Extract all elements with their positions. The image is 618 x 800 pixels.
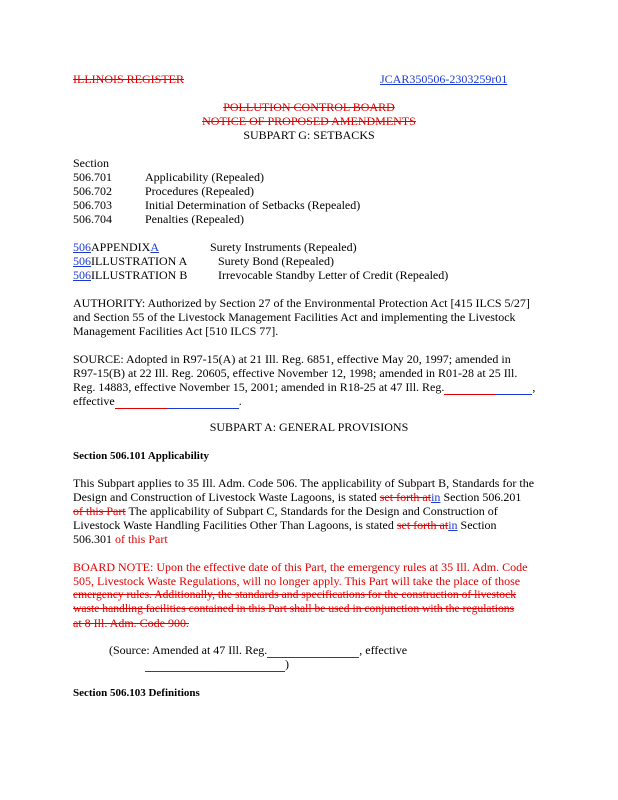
red-blank <box>145 657 213 672</box>
register-header: ILLINOIS REGISTER <box>73 72 184 86</box>
section-101-text: This Subpart applies to 35 Ill. Adm. Code 506. The applicability of Subpart B, Standards for the <box>73 476 535 490</box>
toc-row <box>73 170 112 184</box>
subpart-a-title: SUBPART A: GENERAL PROVISIONS <box>209 420 409 434</box>
appendix-prefix[interactable]: 506 <box>73 254 91 268</box>
subpart-g-title: SUBPART G: SETBACKS <box>243 128 375 142</box>
deleted-text: set forth at <box>396 518 449 532</box>
illustration-b-title: Irrevocable Standby Letter of Credit (Repealed) <box>218 268 449 282</box>
red-blank <box>115 394 167 409</box>
section-101-text: of this Part The applicability of Subpart C, Standards for the Design and Construction of <box>73 504 498 518</box>
source-note: ) <box>145 657 289 672</box>
source-line: R97-15(B) at 22 Ill. Reg. 20605, effective November 12, 1998; amended in R01-28 at 25 Ill. <box>73 366 518 380</box>
illustration-b-label: 506ILLUSTRATION B <box>73 268 188 282</box>
toc-section-number: 506.702 <box>73 184 112 198</box>
illustration-a-label: 506ILLUSTRATION A <box>73 254 188 268</box>
board-note-line: BOARD NOTE: Upon the effective date of this Part, the emergency rules at 35 Ill. Adm. Code <box>73 560 528 574</box>
red-blank <box>444 380 496 395</box>
blue-blank <box>323 643 359 658</box>
toc-heading: Section <box>73 156 109 170</box>
authority-line: and Section 55 of the Livestock Management Facilities Act and implementing the Livestock <box>73 310 516 324</box>
toc-section-number: 506.704 <box>73 212 112 226</box>
section-101-text: Design and Construction of Livestock Waste Lagoons, is stated set forth atin Section 506.201 <box>73 490 522 504</box>
notice-title: NOTICE OF PROPOSED AMENDMENTS <box>202 114 416 128</box>
jcar-code-link[interactable]: JCAR350506-2303259r01 <box>380 72 508 86</box>
toc-section-title: Penalties (Repealed) <box>145 212 244 226</box>
agency-name: POLLUTION CONTROL BOARD <box>223 100 395 114</box>
appendix-prefix[interactable]: 506 <box>73 268 91 282</box>
toc-section-title: Initial Determination of Setbacks (Repealed) <box>145 198 361 212</box>
inserted-text: in <box>448 518 458 532</box>
blue-blank <box>496 380 532 395</box>
blue-blank <box>213 657 285 672</box>
toc-section-title: Procedures (Repealed) <box>145 184 254 198</box>
section-101-text: Livestock Waste Handling Facilities Other Than Lagoons, is stated set forth atin Section <box>73 518 497 532</box>
source-line: SOURCE: Adopted in R97-15(A) at 21 Ill. Reg. 6851, effective May 20, 1997; amended in <box>73 352 511 366</box>
source-line: effective . <box>73 394 242 408</box>
board-note-line: at 8 Ill. Adm. Code 900. <box>73 616 189 630</box>
appendix-a-label: 506APPENDIXA <box>73 240 160 254</box>
deleted-text: of this Part <box>115 532 168 546</box>
deleted-text: of this Part <box>73 504 126 518</box>
source-note: (Source: Amended at 47 Ill. Reg. , effective <box>109 643 408 657</box>
section-101-heading: Section 506.101 Applicability <box>73 450 209 462</box>
illustration-a-title: Surety Bond (Repealed) <box>218 254 334 268</box>
appendix-letter[interactable]: A <box>150 240 160 254</box>
red-blank <box>267 643 323 658</box>
toc-section-title: Applicability (Repealed) <box>145 170 264 184</box>
section-103-heading: Section 506.103 Definitions <box>73 687 200 699</box>
deleted-text: set forth at <box>379 490 432 504</box>
authority-line: AUTHORITY: Authorized by Section 27 of the Environmental Protection Act [415 ILCS 5/27] <box>73 296 530 310</box>
toc-section-number: 506.701 <box>73 170 112 184</box>
source-line: Reg. 14883, effective November 15, 2001; amended in R18-25 at 47 Ill. Reg. , <box>73 380 536 394</box>
appendix-a-title: Surety Instruments (Repealed) <box>210 240 357 254</box>
board-note-line: waste handling facilities contained in this Part shall be used in conjunction with the regulations <box>73 602 515 615</box>
appendix-prefix[interactable]: 506 <box>73 240 91 254</box>
board-note-line: 505, Livestock Waste Regulations, will no longer apply. This Part will take the place of those <box>73 574 521 588</box>
board-note-line: emergency rules. Additionally, the standards and specifications for the construction of livestock <box>73 588 517 601</box>
blue-blank <box>167 394 239 409</box>
section-101-text: 506.301 of this Part <box>73 532 168 546</box>
inserted-text: in <box>431 490 441 504</box>
authority-line: Management Facilities Act [510 ILCS 77]. <box>73 324 279 338</box>
toc-section-number: 506.703 <box>73 198 112 212</box>
